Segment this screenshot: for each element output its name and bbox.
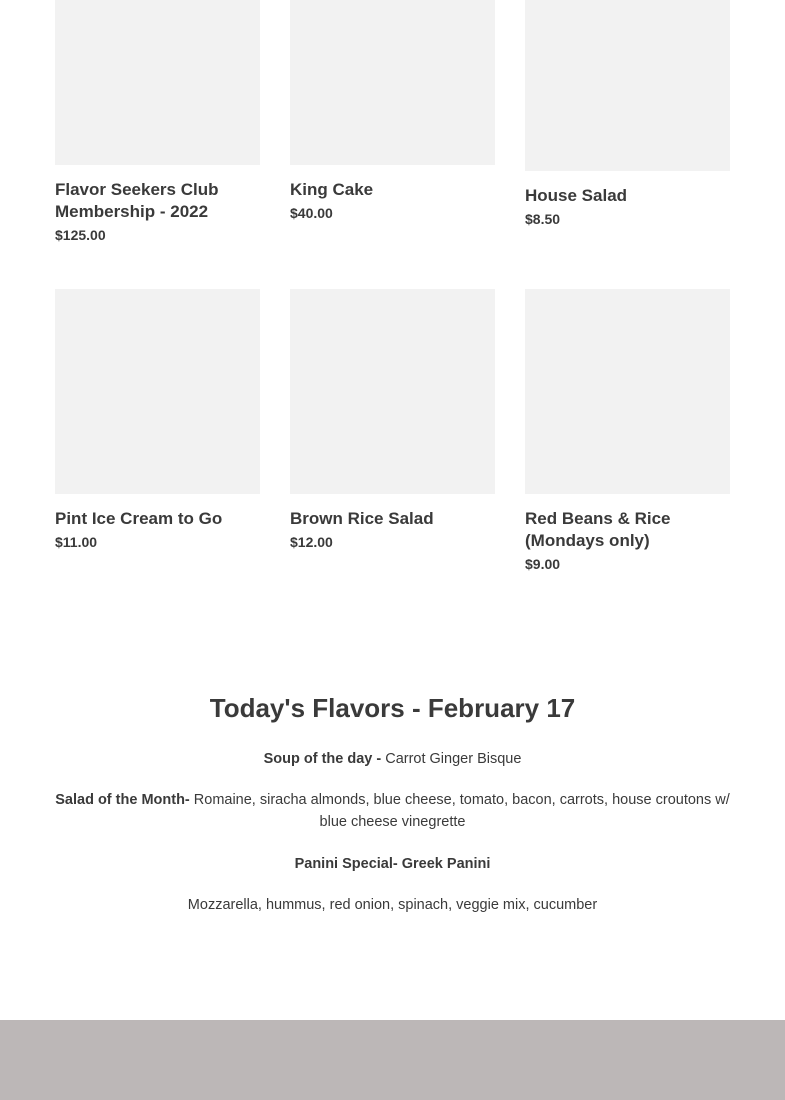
salad-of-the-month <box>53 789 733 833</box>
panini-description: Mozzarella, hummus, red onion, spinach, veggie mix, cucumber <box>187 897 598 913</box>
soup-of-the-day <box>53 748 733 770</box>
product-card-pint-ice-cream[interactable] <box>55 289 260 551</box>
product-title[interactable]: Brown Rice Salad <box>290 509 434 528</box>
panini-label: Panini Special- Greek Panini <box>294 856 491 872</box>
product-card-flavor-seekers[interactable] <box>55 0 260 244</box>
product-price: $8.50 <box>525 211 561 227</box>
product-image[interactable] <box>290 289 495 494</box>
product-card-red-beans-rice[interactable] <box>525 289 730 573</box>
salad-label: Salad of the Month- <box>55 792 190 808</box>
todays-flavors-heading: Today's Flavors - February 17 <box>209 693 576 723</box>
product-title[interactable]: King Cake <box>290 180 374 199</box>
product-price: $40.00 <box>290 205 333 221</box>
salad-value: Romaine, siracha almonds, blue cheese, tomato, bacon, carrots, house croutons w/ blue cheese vinegrette <box>189 792 730 830</box>
product-price: $11.00 <box>55 534 98 550</box>
product-price: $12.00 <box>290 534 333 550</box>
product-title[interactable]: Pint Ice Cream to Go <box>55 509 223 528</box>
product-title[interactable]: House Salad <box>525 186 628 205</box>
panini-special <box>53 853 733 875</box>
product-title[interactable]: Flavor Seekers Club Membership - 2022 <box>55 180 219 221</box>
product-image[interactable] <box>525 0 730 171</box>
product-image[interactable] <box>525 289 730 494</box>
todays-flavors-section <box>0 688 785 916</box>
soup-value: Carrot Ginger Bisque <box>385 751 522 767</box>
product-image[interactable] <box>55 0 260 165</box>
product-title[interactable]: Red Beans & Rice (Mondays only) <box>525 509 671 550</box>
product-image[interactable] <box>290 0 495 165</box>
product-image[interactable] <box>55 289 260 494</box>
product-card-brown-rice-salad[interactable] <box>290 289 495 551</box>
product-card-king-cake[interactable] <box>290 0 495 222</box>
product-price: $125.00 <box>55 227 106 243</box>
site-footer <box>0 1020 785 1100</box>
soup-label: Soup of the day - <box>263 751 386 767</box>
product-card-house-salad[interactable] <box>525 0 730 228</box>
product-price: $9.00 <box>525 556 561 572</box>
